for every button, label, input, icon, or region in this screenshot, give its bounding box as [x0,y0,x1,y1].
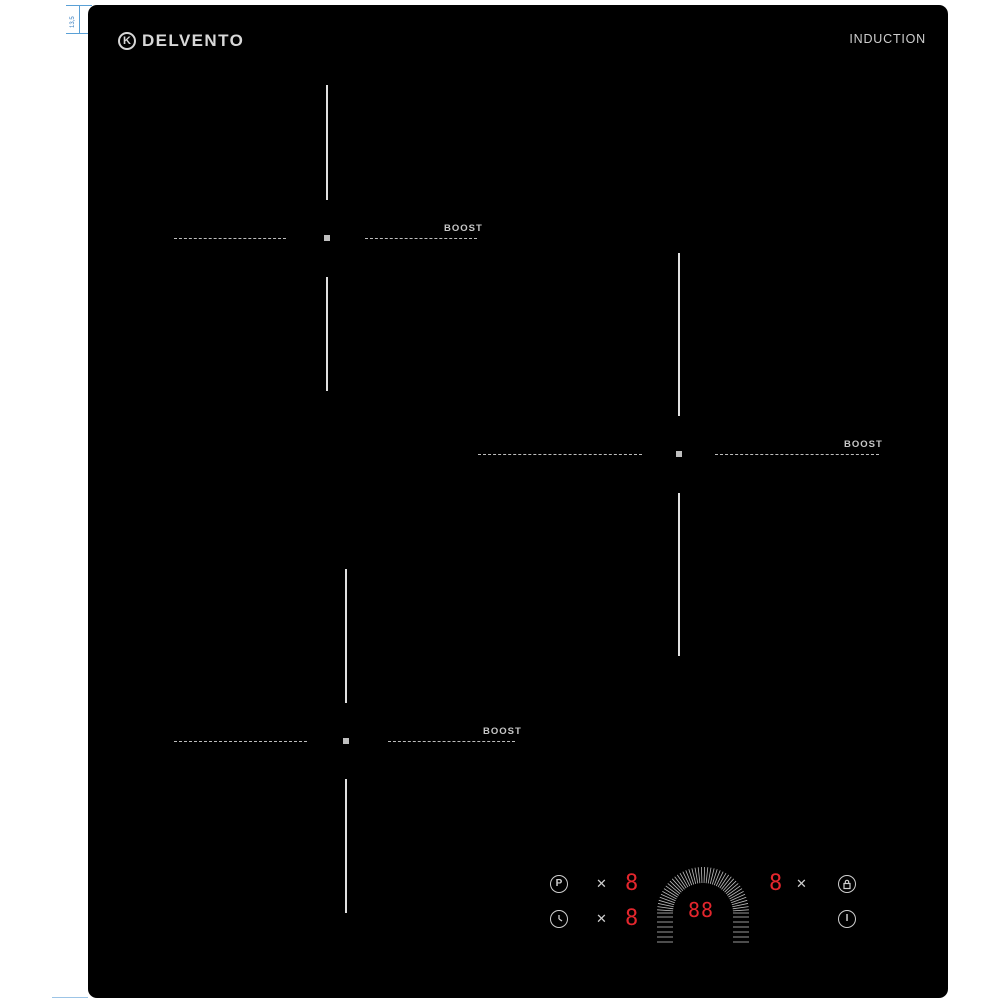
dial-tick [704,867,705,883]
dial-tick [660,897,675,902]
zone-marker-dashes [174,741,307,742]
zone-select-icon[interactable]: ✕ [596,876,607,891]
cooktop-panel [88,5,948,998]
zone-1-display: 8 [625,871,640,896]
cooktop-type-label: INDUCTION [849,32,926,46]
zone-marker-line [678,493,680,656]
zone-3-display: 8 [769,871,784,896]
brand-logo-icon: K [118,32,136,50]
guide-line [52,997,88,998]
zone-center-dot [676,451,682,457]
boost-label: BOOST [483,726,522,737]
brand-name: DELVENTO [142,31,245,50]
dimension-tick-top [66,5,92,6]
zone-marker-line [326,277,328,391]
dial-tick [657,910,673,911]
zone-marker-line [345,779,347,913]
zone-center-dot [343,738,349,744]
zone-marker-dashes [174,238,286,239]
power-button[interactable]: I [838,910,856,928]
zone-marker-dashes [365,238,477,239]
dimension-label: 13,5 [70,16,76,28]
pause-button[interactable]: P [550,875,568,893]
zone-marker-dashes [715,454,879,455]
dial-tick [698,867,700,883]
timer-button[interactable] [550,910,568,928]
zone-marker-dashes [478,454,642,455]
zone-marker-dashes [388,741,515,742]
boost-label: BOOST [444,223,483,234]
dial-tick [706,867,708,883]
dial-tick [657,907,673,909]
lock-button[interactable] [838,875,856,893]
zone-marker-line [678,253,680,416]
boost-label: BOOST [844,439,883,450]
dimension-line [79,5,80,33]
zone-select-icon[interactable]: ✕ [596,911,607,926]
zone-marker-line [345,569,347,703]
dial-tick [733,910,749,911]
zone-center-dot [324,235,330,241]
dial-tick [731,897,746,902]
brand [118,31,244,51]
dial-tick [733,907,749,909]
clock-icon [552,912,566,926]
zone-select-icon[interactable]: ✕ [796,876,807,891]
zone-marker-line [326,85,328,200]
dial-tick [701,867,702,883]
power-level-display: 88 [688,898,715,922]
zone-2-display: 8 [625,906,640,931]
lock-icon [841,878,853,890]
